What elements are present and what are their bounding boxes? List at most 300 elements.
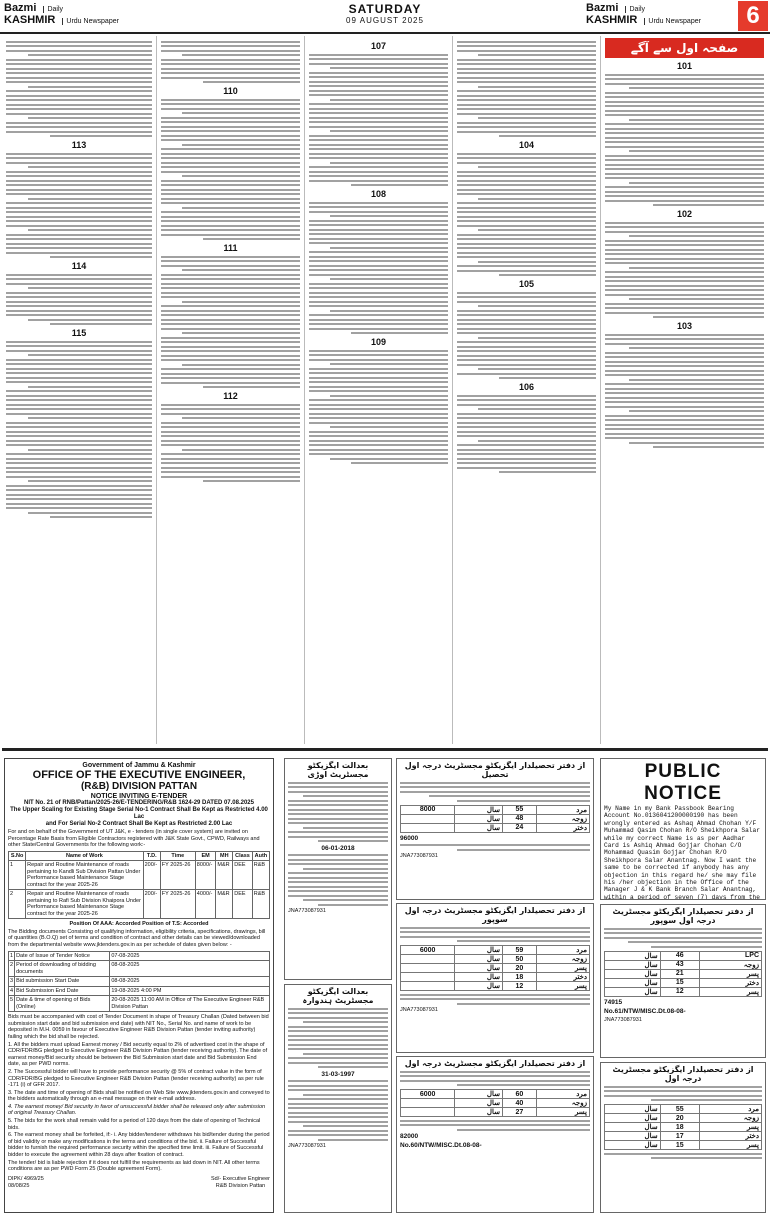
text-line xyxy=(605,146,764,148)
cell: 08-08-2025 xyxy=(110,977,270,987)
cell: سال xyxy=(605,1132,661,1141)
text-line xyxy=(605,303,764,305)
text-line xyxy=(161,444,300,446)
cell: R&B xyxy=(252,890,269,919)
text-line xyxy=(6,489,152,491)
text-line xyxy=(161,256,300,258)
condition: Bids must be accompanied with cost of Tender Document in shape of Treasury Challan (Dated between bid submission start date and bid submission end date) with NIT No., Serial No. and name of work to be deposited in M.H. 0059 in favour of Executive Engineer R&B Division Pattan (tender inviting authority) failing which the bid shall be rejected. xyxy=(8,1014,269,1040)
text-line xyxy=(161,435,300,437)
text-line xyxy=(400,931,590,933)
text-line xyxy=(309,76,448,78)
column-5 xyxy=(2,36,156,744)
text-line xyxy=(604,1086,762,1088)
table-row xyxy=(9,951,270,961)
text-line xyxy=(161,50,300,52)
text-line xyxy=(318,840,388,842)
text-line xyxy=(6,171,152,173)
text-line xyxy=(605,356,764,358)
text-line xyxy=(309,449,448,451)
cell: مرد xyxy=(536,805,589,814)
text-line xyxy=(457,426,596,428)
text-line xyxy=(6,216,152,218)
text-line xyxy=(161,287,300,289)
col-header: Auth xyxy=(252,851,269,861)
text-line xyxy=(309,63,448,65)
text-line xyxy=(161,413,300,415)
text-line xyxy=(605,406,764,408)
brand-daily: Daily xyxy=(625,6,645,13)
jna-code: JNA773087931 xyxy=(604,1016,642,1023)
text-line xyxy=(605,258,764,260)
body-text xyxy=(161,256,300,389)
text-line xyxy=(457,238,596,240)
text-line xyxy=(457,81,596,83)
cell: Repair and Routine Maintenance of roads pertaining to Kandli Sub Division Pattan Under Performance based Maintenance Stage contract for the year 2025-26 xyxy=(26,861,143,890)
text-line xyxy=(604,1153,762,1155)
text-line xyxy=(653,446,764,448)
text-line xyxy=(6,184,152,186)
condition: The tender/ bid is liable rejection if it does not fulfill the requirements as laid down in NIT. All other terms conditions are as per PWD Form 25 (Double agreement Form). xyxy=(8,1159,260,1173)
text-line xyxy=(6,390,152,392)
text-line xyxy=(457,207,596,209)
text-line xyxy=(400,1124,590,1126)
text-line xyxy=(309,377,448,379)
text-line xyxy=(161,305,300,307)
text-line xyxy=(288,1112,388,1114)
text-line xyxy=(161,458,300,460)
column-1 xyxy=(600,36,768,744)
text-line xyxy=(309,444,448,446)
text-line xyxy=(6,126,152,128)
text-line xyxy=(457,45,596,47)
tehsildar-notice-1 xyxy=(396,758,594,900)
jna-code: JNA773087931 xyxy=(288,1143,326,1149)
table-row xyxy=(605,978,762,987)
text-line xyxy=(457,355,596,357)
notice-body xyxy=(400,994,590,1005)
text-line xyxy=(457,444,596,446)
text-line xyxy=(288,813,388,815)
text-line xyxy=(6,252,152,254)
text-line xyxy=(6,301,152,303)
text-line xyxy=(288,782,388,784)
text-line xyxy=(330,395,448,397)
cell: 15 xyxy=(660,1141,699,1150)
notice-body xyxy=(400,844,590,851)
text-line xyxy=(457,234,596,236)
text-line xyxy=(605,231,764,233)
cell: سال xyxy=(605,969,661,978)
text-line xyxy=(309,148,448,150)
text-line xyxy=(400,786,590,788)
cell: Bid Submission End Date xyxy=(15,986,110,996)
text-line xyxy=(161,121,300,123)
text-line xyxy=(6,345,152,347)
text-line xyxy=(653,316,764,318)
text-line xyxy=(161,189,300,191)
cell: سال xyxy=(455,823,503,832)
text-line xyxy=(457,467,596,469)
text-line xyxy=(203,386,300,388)
text-line xyxy=(6,180,152,182)
text-line xyxy=(309,260,448,262)
cell: دختر xyxy=(699,978,761,987)
text-line xyxy=(288,831,388,833)
tender-type-line: The Upper Scaling for Existing Stage Serial No-1 Contract Shall Be Kept as Restricted 4.00 Lac xyxy=(10,807,268,820)
text-line xyxy=(6,471,152,473)
text-line xyxy=(28,512,152,514)
text-line xyxy=(605,401,764,403)
text-line xyxy=(457,1129,590,1131)
text-line xyxy=(457,180,596,182)
text-line xyxy=(6,238,152,240)
text-line xyxy=(203,480,300,482)
text-line xyxy=(6,189,152,191)
text-line xyxy=(605,168,764,170)
text-line xyxy=(6,350,152,352)
text-line xyxy=(309,350,448,352)
text-line xyxy=(330,363,448,365)
text-line xyxy=(6,108,152,110)
text-line xyxy=(457,350,596,352)
text-line xyxy=(605,74,764,76)
cell: سال xyxy=(455,946,503,955)
text-line xyxy=(288,1017,388,1019)
col-header: MH xyxy=(216,851,233,861)
text-line xyxy=(161,72,300,74)
text-line xyxy=(309,144,448,146)
text-line xyxy=(330,426,448,428)
text-line xyxy=(50,256,152,258)
text-line xyxy=(6,207,152,209)
table-row xyxy=(401,946,590,955)
cell: 55 xyxy=(660,1105,699,1114)
text-line xyxy=(457,189,596,191)
text-line xyxy=(605,164,764,166)
text-line xyxy=(6,381,152,383)
text-line xyxy=(288,1121,388,1123)
table-row xyxy=(605,1114,762,1123)
cell: پسر xyxy=(536,964,589,973)
text-line xyxy=(605,338,764,340)
text-line xyxy=(605,388,764,390)
income-cell: 6000 xyxy=(401,946,455,955)
cell: زوجہ xyxy=(699,1114,761,1123)
table-row xyxy=(605,987,762,996)
cell: LPC xyxy=(699,951,761,960)
col-header: Name of Work xyxy=(26,851,143,861)
table-row xyxy=(401,973,590,982)
text-line xyxy=(330,458,448,460)
text-line xyxy=(457,399,596,401)
text-line xyxy=(161,41,300,43)
text-line xyxy=(457,435,596,437)
cell: دختر xyxy=(699,1132,761,1141)
text-line xyxy=(400,994,590,996)
text-line xyxy=(457,202,596,204)
annual-income: 82000 xyxy=(400,1133,419,1140)
cell: DEE xyxy=(233,890,253,919)
text-line xyxy=(6,90,152,92)
brand-type: Urdu Newspaper xyxy=(62,18,119,25)
text-line xyxy=(182,332,300,334)
text-line xyxy=(457,256,596,258)
text-line xyxy=(605,200,764,202)
text-line xyxy=(161,211,300,213)
story-number: 108 xyxy=(370,189,387,199)
text-line xyxy=(288,809,388,811)
text-line xyxy=(6,485,152,487)
condition: 4. The earnest money/ Bid security in favor of unsuccessful bidder shall be released only after submission of original Treasury Challan. xyxy=(8,1103,266,1117)
text-line xyxy=(288,895,388,897)
text-line xyxy=(50,516,152,518)
text-line xyxy=(318,1139,388,1141)
text-line xyxy=(605,307,764,309)
cell: سال xyxy=(605,960,661,969)
text-line xyxy=(457,413,596,415)
text-line xyxy=(6,41,152,43)
text-line xyxy=(605,383,764,385)
text-line xyxy=(478,368,596,370)
section-divider xyxy=(2,748,768,751)
table-row xyxy=(401,814,590,823)
text-line xyxy=(161,153,300,155)
text-line xyxy=(28,117,152,119)
cell: سال xyxy=(605,1114,661,1123)
text-line xyxy=(309,211,448,213)
text-line xyxy=(6,72,152,74)
text-line xyxy=(6,444,152,446)
text-line xyxy=(605,141,764,143)
story-number: 104 xyxy=(518,140,535,150)
body-text xyxy=(6,274,152,326)
text-line xyxy=(6,341,152,343)
text-line xyxy=(309,314,448,316)
cell: 5 xyxy=(9,996,15,1012)
text-line xyxy=(161,148,300,150)
text-line xyxy=(457,310,596,312)
text-line xyxy=(499,135,596,137)
text-line xyxy=(203,238,300,240)
text-line xyxy=(605,433,764,435)
text-line xyxy=(28,449,152,451)
text-line xyxy=(457,175,596,177)
cell: 46 xyxy=(660,951,699,960)
cell: 27 xyxy=(503,1108,537,1117)
text-line xyxy=(161,184,300,186)
story-number: 103 xyxy=(676,321,693,331)
text-line xyxy=(478,305,596,307)
text-line xyxy=(651,1099,762,1101)
income-cell: 8000 xyxy=(401,805,455,814)
text-line xyxy=(161,319,300,321)
table-row xyxy=(401,805,590,814)
text-line xyxy=(309,354,448,356)
body-text xyxy=(161,41,300,84)
notice-body xyxy=(288,854,388,906)
text-line xyxy=(182,112,300,114)
text-line xyxy=(457,162,596,164)
text-line xyxy=(288,890,388,892)
tender-gov: Government of Jammu & Kashmir xyxy=(82,762,196,769)
cell: سال xyxy=(455,982,503,991)
text-line xyxy=(457,171,596,173)
text-line xyxy=(309,108,448,110)
text-line xyxy=(161,45,300,47)
text-line xyxy=(161,193,300,195)
text-line xyxy=(457,63,596,65)
text-line xyxy=(605,96,764,98)
text-line xyxy=(161,274,300,276)
text-line xyxy=(605,173,764,175)
text-line xyxy=(6,498,152,500)
text-line xyxy=(309,381,448,383)
text-line xyxy=(309,94,448,96)
text-line xyxy=(457,319,596,321)
text-line xyxy=(6,503,152,505)
text-line xyxy=(309,408,448,410)
text-line xyxy=(309,135,448,137)
text-line xyxy=(161,292,300,294)
text-line xyxy=(6,162,152,164)
tender-notice-heading: NOTICE INVITING E-TENDER xyxy=(90,793,188,800)
text-line xyxy=(6,507,152,509)
text-line xyxy=(605,276,764,278)
text-line xyxy=(478,117,596,119)
text-line xyxy=(161,103,300,105)
col-header: S.No xyxy=(9,851,26,861)
text-line xyxy=(309,206,448,208)
cell: سال xyxy=(605,1141,661,1150)
text-line xyxy=(309,368,448,370)
text-line xyxy=(605,123,764,125)
text-line xyxy=(288,800,388,802)
body-text xyxy=(309,202,448,335)
text-line xyxy=(288,1103,388,1105)
story-number: 113 xyxy=(71,140,87,150)
text-line xyxy=(330,310,448,312)
cell: DEE xyxy=(233,861,253,890)
text-line xyxy=(400,927,590,929)
jna-code: JNA773087931 xyxy=(400,853,438,859)
text-line xyxy=(309,404,448,406)
text-line xyxy=(309,238,448,240)
cell: سال xyxy=(455,1108,503,1117)
page-number-badge: 6 xyxy=(738,1,768,31)
text-line xyxy=(6,431,152,433)
text-line xyxy=(629,379,764,381)
cell: 2 xyxy=(9,961,15,977)
text-line xyxy=(6,395,152,397)
text-line xyxy=(309,54,448,56)
cell: سال xyxy=(455,805,503,814)
table-row xyxy=(605,951,762,960)
text-line xyxy=(161,135,300,137)
text-line xyxy=(303,1094,388,1096)
cell: سال xyxy=(455,814,503,823)
cell: پسر xyxy=(699,987,761,996)
text-line xyxy=(400,1071,590,1073)
family-table xyxy=(604,951,762,997)
text-line xyxy=(309,435,448,437)
cell: 12 xyxy=(660,987,699,996)
text-line xyxy=(457,211,596,213)
text-line xyxy=(288,1062,388,1064)
text-line xyxy=(605,334,764,336)
text-line xyxy=(309,242,448,244)
text-line xyxy=(161,476,300,478)
text-line xyxy=(629,410,764,412)
story-number: 102 xyxy=(676,209,693,219)
annual-income: 96000 xyxy=(400,834,419,842)
text-line xyxy=(457,72,596,74)
text-line xyxy=(604,1095,762,1097)
cell: 50 xyxy=(503,955,537,964)
text-line xyxy=(303,1053,388,1055)
text-line xyxy=(605,191,764,193)
cell: Date & time of opening of Bids (Online) xyxy=(15,996,110,1012)
story-number: 110 xyxy=(223,86,238,96)
text-line xyxy=(457,104,596,106)
text-line xyxy=(6,476,152,478)
text-line xyxy=(28,86,152,88)
text-line xyxy=(605,226,764,228)
income-cell: 6000 xyxy=(401,1090,455,1099)
text-line xyxy=(288,1089,388,1091)
text-line xyxy=(303,868,388,870)
text-line xyxy=(629,347,764,349)
table-row xyxy=(605,1123,762,1132)
condition: 6. The earnest money shall be forfeited, if:- i. Any bidder/tenderer withdraws his bid/tender during the period of bid validity or make any modifications in the terms and conditions of the bid. ii. Failure of Successful bidder to furnish the required performance security within the specified time limit. iii. Failure of Successful bidder to execute the agreement within 28 days after fixation of contract. xyxy=(8,1132,270,1159)
text-line xyxy=(161,117,300,119)
text-line xyxy=(6,234,152,236)
text-line xyxy=(309,256,448,258)
text-line xyxy=(161,260,300,262)
text-line xyxy=(6,202,152,204)
tender-notice xyxy=(4,758,274,1213)
text-line xyxy=(605,186,764,188)
cell: 59 xyxy=(503,946,537,955)
public-notice-body: My Name in my Bank Passbook Bearing Account No.0136041200000190 has been wrongly entered as Ashaq Ahmad Chohan Y/F Muhammad Qasim Chohan R/O Sheikhpora Salar while my correct Name is as per Aadhar Card is Ashiq Ahmad Gojjar Chohan C/O Mohammad Quasim Gojjar Chohan R/O Sheikhpora Salar Anantnag. Now I want the same to be corrected if anybody has any objection in this regard he/ she may file his /her objection in the Office of the Manager J & K Bank Branch Salar Anantnag, within a period of seven (7) days from the xyxy=(604,805,760,900)
tehsildar-notice-4 xyxy=(600,904,766,1058)
tehsildar-notice-2 xyxy=(396,903,594,1053)
body-text xyxy=(309,54,448,187)
text-line xyxy=(605,222,764,224)
cell: سال xyxy=(455,955,503,964)
text-line xyxy=(6,440,152,442)
text-line xyxy=(161,453,300,455)
cell: 20 xyxy=(660,1114,699,1123)
cell: Bid submission Start Date xyxy=(15,977,110,987)
text-line xyxy=(288,1039,388,1041)
text-line xyxy=(478,86,596,88)
text-line xyxy=(400,1120,590,1122)
text-line xyxy=(330,99,448,101)
text-line xyxy=(309,305,448,307)
text-line xyxy=(457,113,596,115)
text-line xyxy=(6,292,152,294)
schedule-table xyxy=(8,951,270,1013)
text-line xyxy=(161,471,300,473)
text-line xyxy=(161,346,300,348)
family-table xyxy=(400,1089,590,1117)
text-line xyxy=(309,440,448,442)
notice-date: 06-01-2018 xyxy=(321,844,355,852)
text-line xyxy=(288,791,388,793)
text-line xyxy=(457,341,596,343)
cell: پسر xyxy=(699,1141,761,1150)
cell: پسر xyxy=(699,1123,761,1132)
